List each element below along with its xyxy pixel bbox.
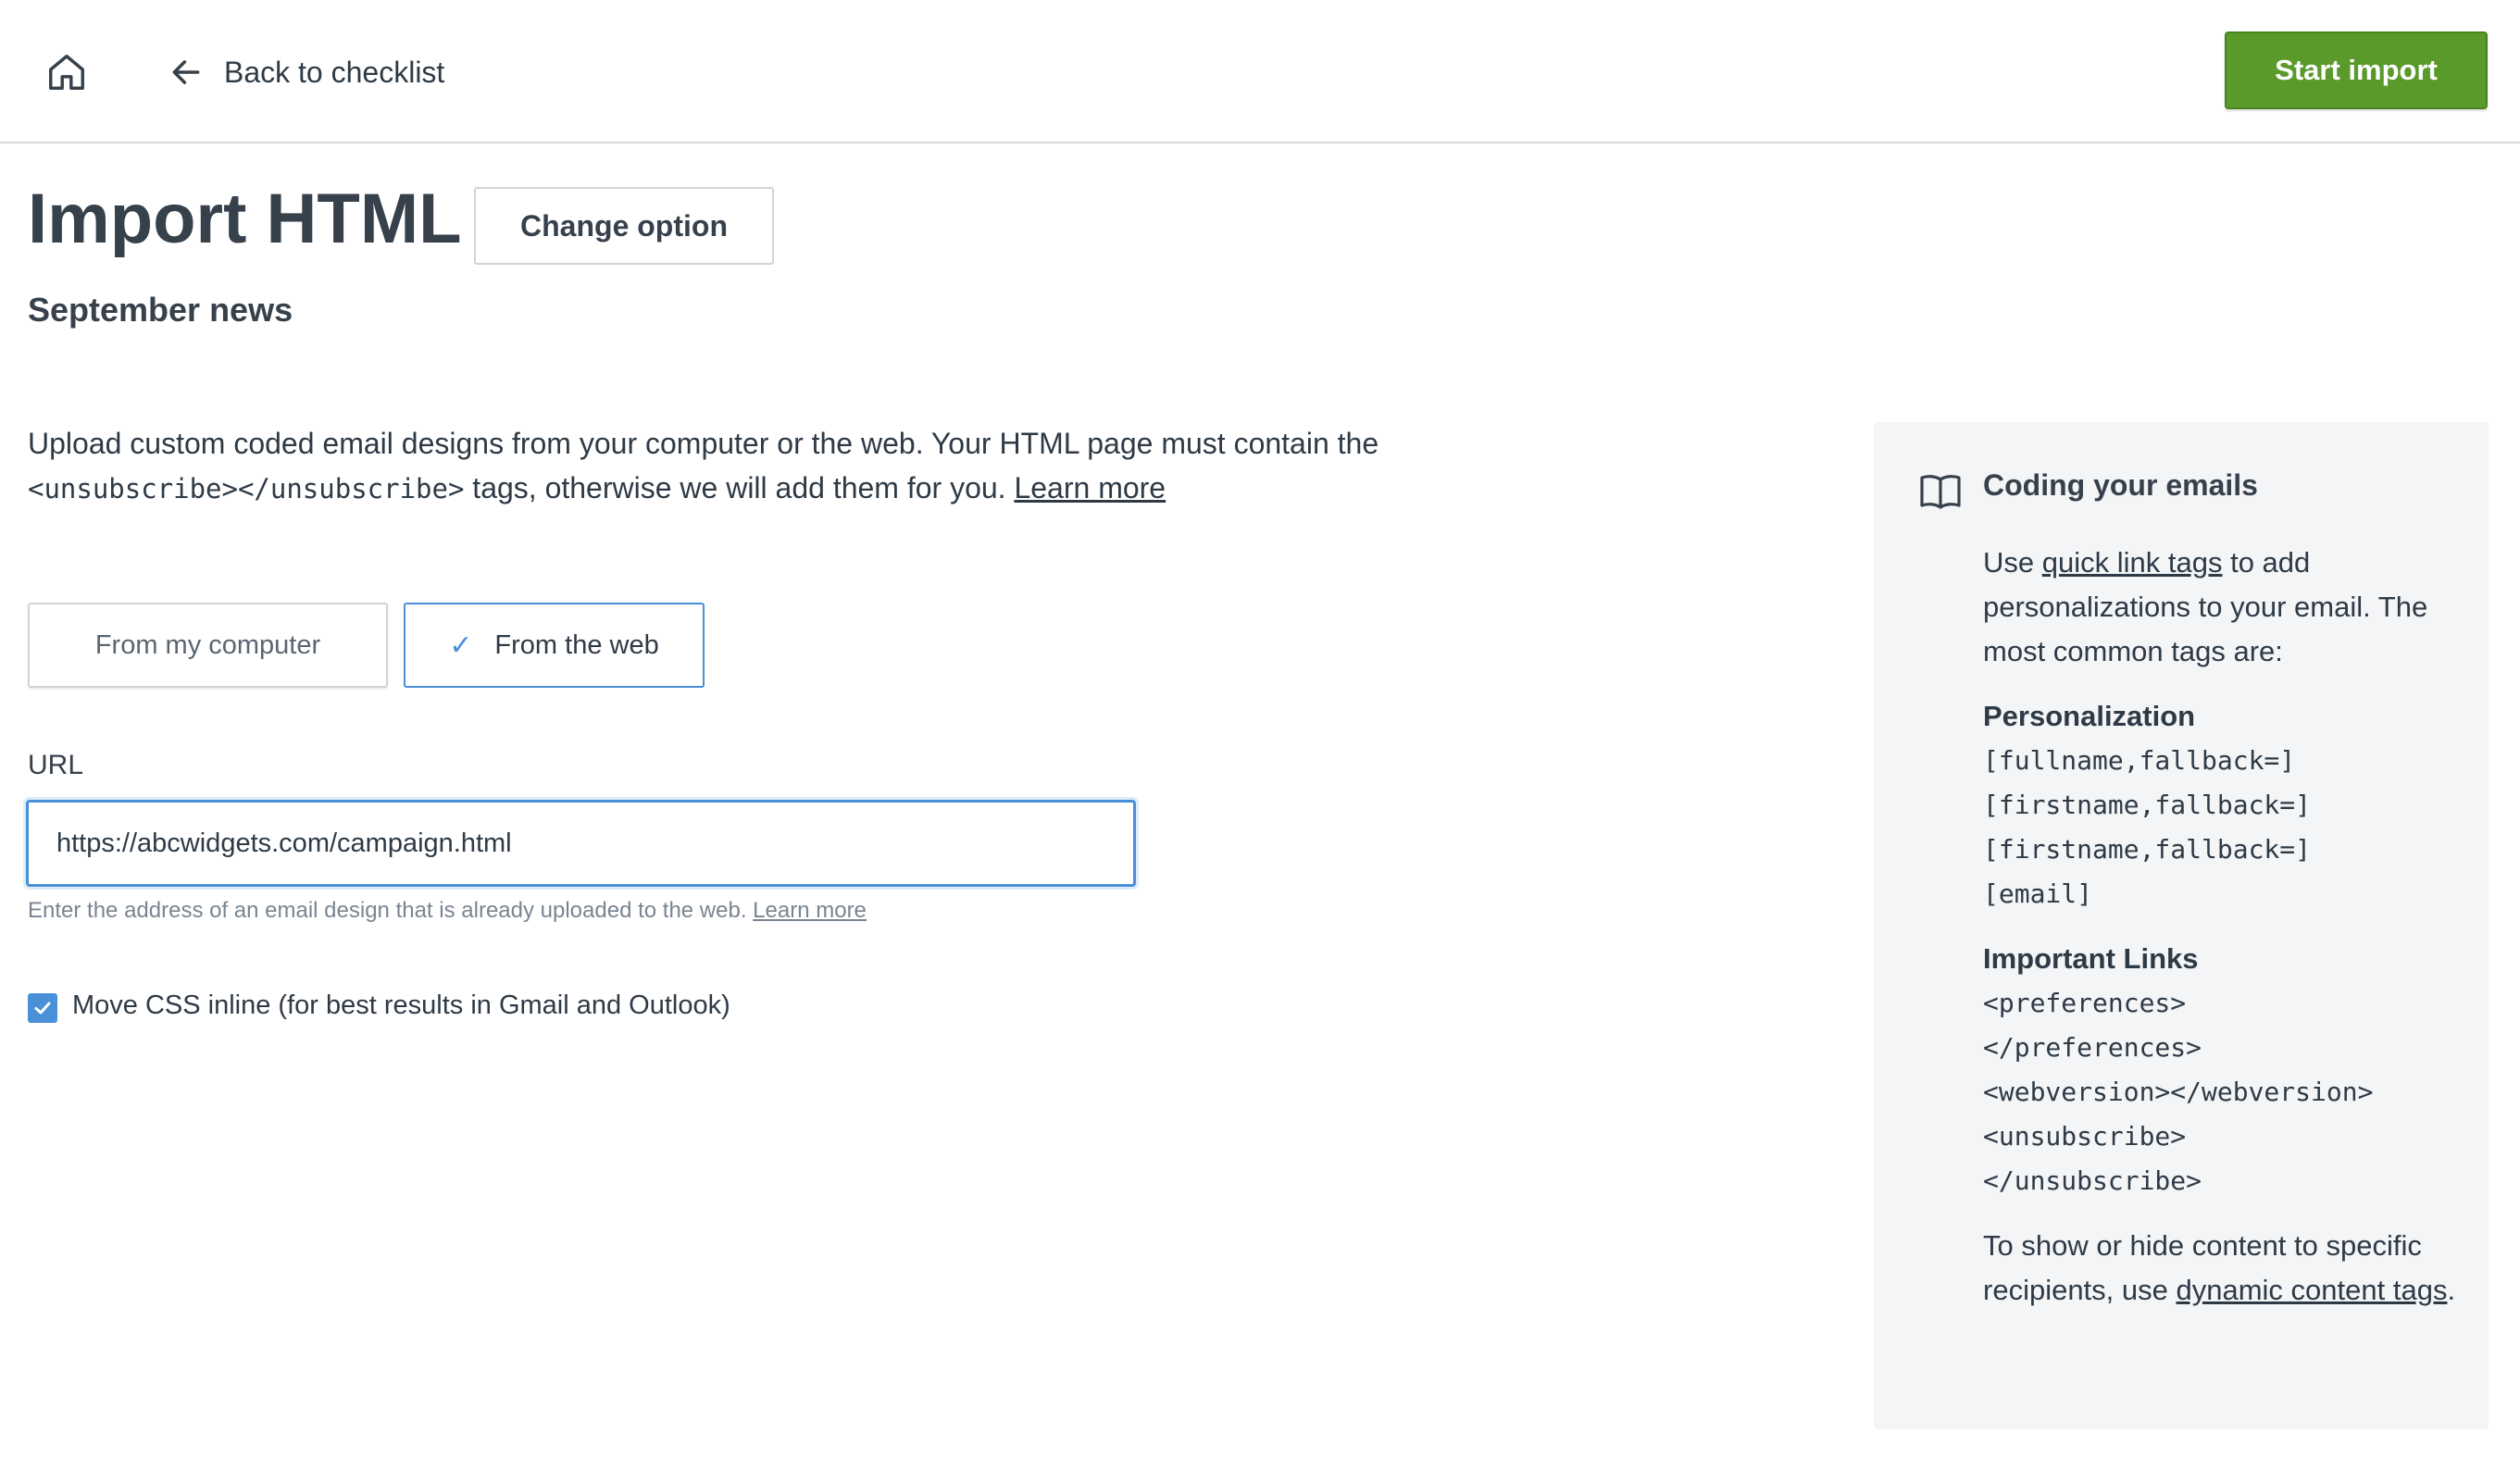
tag-firstname: [firstname,fallback=] bbox=[1983, 790, 2312, 820]
start-import-button[interactable]: Start import bbox=[2225, 31, 2488, 109]
book-icon bbox=[1918, 468, 1963, 513]
url-help-learn-more-link[interactable]: Learn more bbox=[753, 898, 867, 923]
personalization-heading: Personalization bbox=[1983, 700, 2196, 732]
panel-footer-after: . bbox=[2447, 1274, 2456, 1306]
from-the-web-option[interactable] bbox=[404, 603, 705, 688]
arrow-left-icon bbox=[168, 55, 204, 90]
from-my-computer-option[interactable] bbox=[28, 603, 388, 688]
tag-webversion: <webversion></webversion> bbox=[1983, 1077, 2374, 1107]
checkbox-check-icon bbox=[31, 997, 54, 1019]
url-help-description: Enter the address of an email design that is already uploaded to the web. bbox=[28, 898, 754, 923]
back-to-checklist-label: Back to checklist bbox=[224, 55, 445, 89]
panel-body bbox=[1983, 541, 2464, 1313]
unsubscribe-tags-code: <unsubscribe></unsubscribe> bbox=[28, 473, 465, 504]
important-links-heading: Important Links bbox=[1983, 942, 2199, 975]
checkmark-icon: ✓ bbox=[449, 629, 473, 661]
top-bar bbox=[0, 0, 2520, 143]
panel-footer bbox=[1983, 1224, 2464, 1313]
from-the-web-label: From the web bbox=[494, 629, 659, 660]
description-text: Upload custom coded email designs from your computer or the web. Your HTML page must contain the bbox=[28, 427, 1379, 460]
url-label: URL bbox=[28, 750, 84, 780]
from-my-computer-label: From my computer bbox=[94, 629, 321, 660]
description-text-after: tags, otherwise we will add them for you. bbox=[464, 471, 1015, 504]
panel-title: Coding your emails bbox=[1983, 468, 2258, 502]
home-icon bbox=[45, 51, 88, 93]
change-option-button[interactable]: Change option bbox=[474, 187, 774, 265]
url-help-text bbox=[28, 898, 867, 924]
back-to-checklist-link[interactable] bbox=[168, 46, 444, 98]
import-description bbox=[28, 421, 1472, 511]
coding-help-panel bbox=[1874, 422, 2489, 1429]
dynamic-content-tags-link[interactable]: dynamic content tags bbox=[2176, 1274, 2448, 1306]
tag-preferences-close: </preferences> bbox=[1983, 1032, 2202, 1063]
move-css-inline-checkbox[interactable] bbox=[28, 993, 57, 1023]
move-css-inline-label[interactable]: Move CSS inline (for best results in Gmail and Outlook) bbox=[72, 990, 730, 1020]
quick-link-tags-link[interactable]: quick link tags bbox=[2041, 546, 2223, 579]
panel-intro-before: Use bbox=[1983, 546, 2042, 579]
panel-intro bbox=[1983, 541, 2464, 674]
home-button[interactable] bbox=[41, 46, 93, 98]
panel-intro-after: to add personalizations to your email. The most common tags are: bbox=[1983, 546, 2428, 667]
panel-footer-before: To show or hide content to specific recipients, use bbox=[1983, 1229, 2422, 1306]
tag-unsubscribe-open: <unsubscribe> bbox=[1983, 1121, 2187, 1152]
tag-firstname-duplicate: [firstname,fallback=] bbox=[1983, 834, 2312, 865]
tag-email: [email] bbox=[1983, 878, 2093, 909]
campaign-name: September news bbox=[28, 291, 293, 329]
url-input[interactable] bbox=[26, 800, 1136, 887]
tag-unsubscribe-close: </unsubscribe> bbox=[1983, 1165, 2202, 1196]
tag-fullname: [fullname,fallback=] bbox=[1983, 745, 2296, 776]
tag-preferences-open: <preferences> bbox=[1983, 988, 2187, 1018]
learn-more-link[interactable]: Learn more bbox=[1014, 471, 1166, 504]
page-title: Import HTML bbox=[28, 180, 462, 258]
